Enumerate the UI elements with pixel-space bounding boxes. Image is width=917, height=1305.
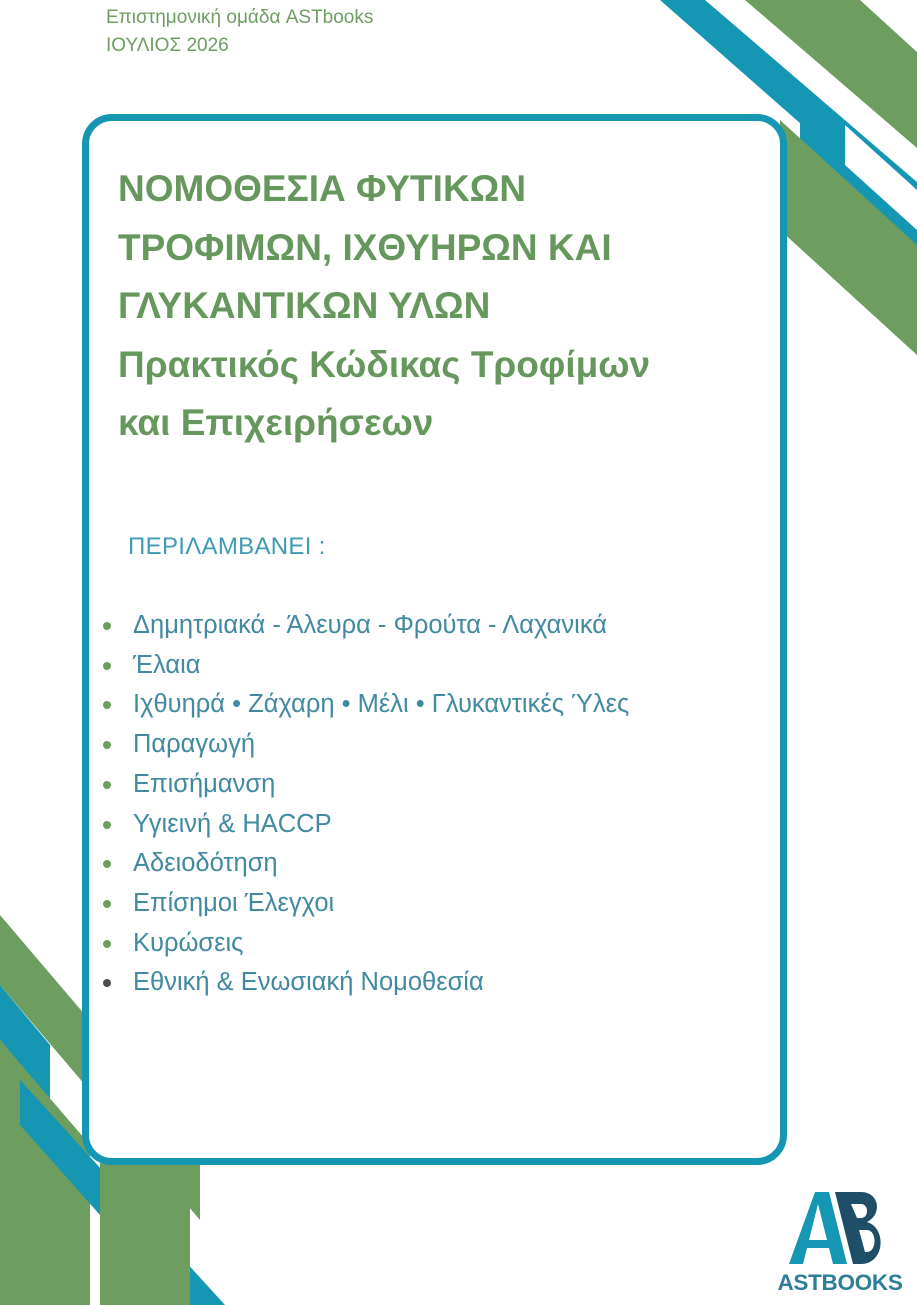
list-item	[100, 844, 720, 884]
list-item	[100, 765, 720, 805]
list-item-label: Ιχθυηρά • Ζάχαρη • Μέλι • Γλυκαντικές Ύλες	[133, 690, 630, 719]
astbooks-logo	[770, 1184, 910, 1304]
title-line: ΤΡΟΦΙΜΩΝ, ΙΧΘΥΗΡΩΝ ΚΑΙ	[118, 226, 612, 268]
subtitle-line: και Επιχειρήσεων	[118, 402, 434, 443]
bullet-icon	[103, 979, 111, 987]
list-item	[100, 606, 720, 646]
list-item-label: Επισήμανση	[133, 769, 276, 798]
bullet-icon	[103, 900, 111, 908]
logo-wordmark: ASTBOOKS	[777, 1270, 903, 1295]
list-item-label: Κυρώσεις	[133, 928, 244, 957]
list-item-label: Επίσημοι Έλεγχοι	[133, 888, 335, 917]
list-item	[100, 685, 720, 725]
bullet-icon	[103, 662, 111, 670]
bullet-icon	[103, 701, 111, 709]
date-line: ΙΟΥΛΙΟΣ 2026	[106, 35, 229, 56]
list-item-label: Υγιεινή & HACCP	[133, 809, 332, 838]
list-item	[100, 646, 720, 686]
bullet-icon	[103, 781, 111, 789]
list-item-label: Αδειοδότηση	[133, 849, 278, 878]
list-item	[100, 725, 720, 765]
subtitle-line: Πρακτικός Κώδικας Τροφίμων	[118, 343, 651, 385]
list-item	[100, 963, 720, 1003]
list-item	[100, 884, 720, 924]
title-line: ΝΟΜΟΘΕΣΙΑ ΦΥΤΙΚΩΝ	[118, 168, 527, 209]
list-item-label: Δημητριακά - Άλευρα - Φρούτα - Λαχανικά	[133, 611, 608, 639]
bullet-icon	[103, 940, 111, 948]
ab-logo-icon	[787, 1184, 893, 1266]
bullet-icon	[103, 860, 111, 868]
list-item	[100, 805, 720, 845]
topics-list	[100, 606, 720, 1003]
document-title	[118, 160, 758, 453]
list-item-label: Έλαια	[133, 650, 201, 679]
publisher-info	[106, 4, 373, 60]
list-item-label: Εθνική & Ενωσιακή Νομοθεσία	[133, 968, 484, 997]
list-item-label: Παραγωγή	[133, 730, 255, 759]
bullet-icon	[103, 821, 111, 829]
includes-label: ΠΕΡΙΛΑΜΒΑΝΕΙ :	[128, 533, 326, 560]
list-item	[100, 924, 720, 964]
bullet-icon	[103, 622, 111, 630]
bullet-icon	[103, 741, 111, 749]
publisher-line: Επιστημονική ομάδα ASTbooks	[106, 7, 374, 28]
title-line: ΓΛΥΚΑΝΤΙΚΩΝ ΥΛΩΝ	[118, 285, 491, 326]
